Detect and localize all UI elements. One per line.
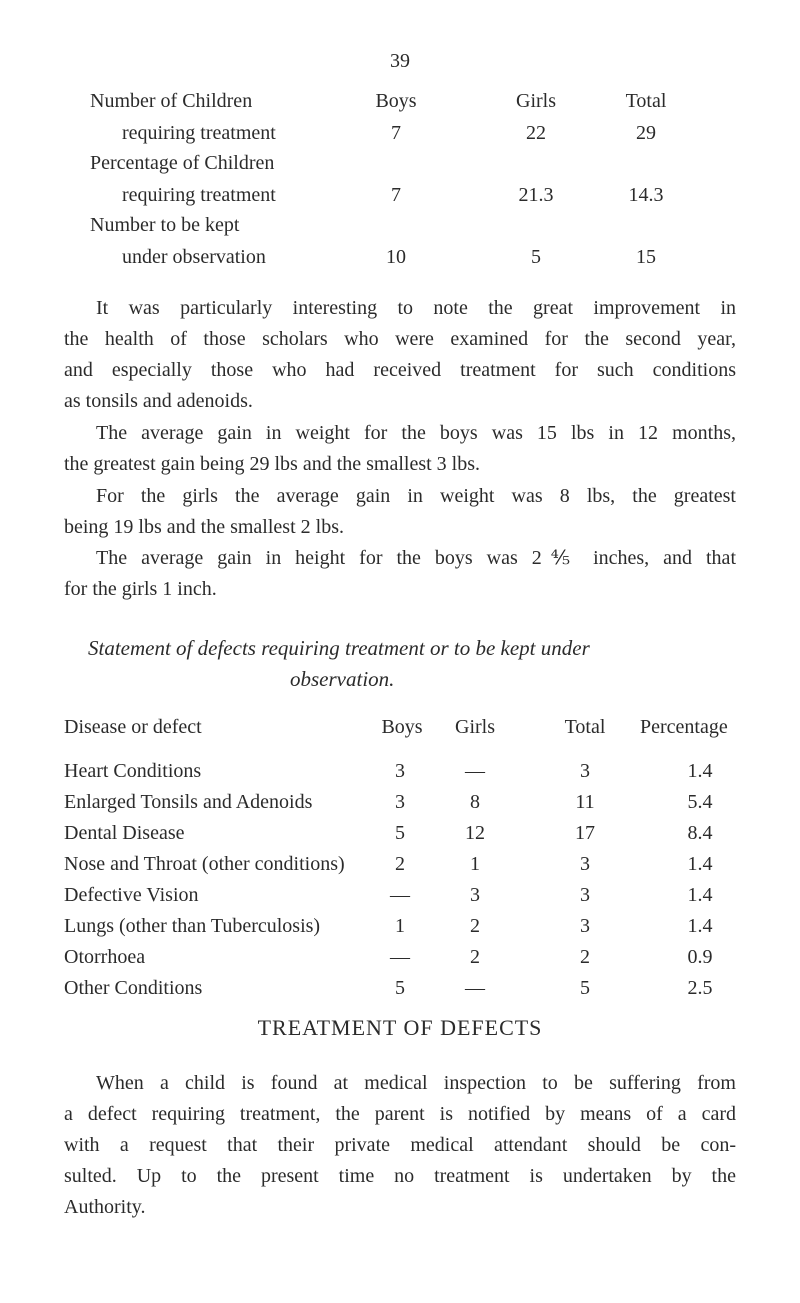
summary-table-header [0,86,800,116]
defect-total: 3 [580,853,590,875]
defect-total: 17 [575,822,595,844]
defect-boys: 3 [395,760,405,782]
summary-row-girls: 21.3 [518,184,554,206]
defects-table-header [0,712,800,742]
paragraph-improvement [64,293,736,417]
defect-total: 11 [575,791,595,813]
page-number: 39 [390,50,410,72]
summary-row-boys: 7 [391,184,401,206]
text-line: a defect requiring treatment, the parent is notified by means of a card [64,1103,736,1125]
defect-girls: — [465,977,485,999]
table-row [0,818,800,848]
paragraph-height [64,543,736,605]
defect-boys: — [390,946,410,968]
text-line: as tonsils and adenoids. [64,390,253,412]
text-line: It was particularly interesting to note the great improvement in [96,297,736,319]
summary-row-label: requiring treatment [122,184,276,206]
table-row [0,849,800,879]
defect-percentage: 1.4 [687,760,713,782]
defect-girls: 12 [465,822,485,844]
caption-line: Statement of defects requiring treatment or to be kept under [88,636,590,660]
defect-name: Otorrhoea [64,946,146,968]
defects-header-percentage: Percentage [640,716,728,738]
defect-total: 3 [580,884,590,906]
defect-boys: 3 [395,791,405,813]
text-line: for the girls 1 inch. [64,578,217,600]
defect-total: 5 [580,977,590,999]
summary-header-boys: Boys [375,90,417,112]
summary-row-boys: 7 [391,122,401,144]
summary-row-label: requiring treatment [122,122,276,144]
defects-header-disease: Disease or defect [64,716,202,738]
summary-table-row [0,180,800,210]
summary-header-total: Total [625,90,667,112]
defect-girls: 2 [470,946,480,968]
summary-row-total: 15 [636,246,656,268]
defect-percentage: 2.5 [687,977,713,999]
text-line: For the girls the average gain in weight was 8 lbs, the greatest [96,485,736,507]
defect-girls: 8 [470,791,480,813]
defect-girls: 1 [470,853,480,875]
text-line: The average gain in height for the boys was 2⅘ inches, and that [96,547,736,569]
defect-name: Other Conditions [64,977,203,999]
text-line: the greatest gain being 29 lbs and the smallest 3 lbs. [64,453,481,475]
defect-total: 3 [580,760,590,782]
summary-header-label: Number of Children [90,90,253,112]
paragraph-girls-weight [64,481,736,543]
defect-name: Defective Vision [64,884,199,906]
summary-row-label: under observation [122,246,266,268]
table-row [0,973,800,1003]
defect-percentage: 8.4 [687,822,713,844]
defect-girls: 2 [470,915,480,937]
section-heading: TREATMENT OF DEFECTS [257,1015,543,1040]
summary-row-label: Percentage of Children [90,152,275,174]
defect-boys: 2 [395,853,405,875]
defect-name: Heart Conditions [64,760,202,782]
summary-row-total: 14.3 [628,184,664,206]
defect-percentage: 0.9 [687,946,713,968]
table-row [0,942,800,972]
summary-row-total: 29 [636,122,656,144]
summary-row-girls: 22 [526,122,546,144]
text-line: being 19 lbs and the smallest 2 lbs. [64,516,344,538]
summary-table-row [0,148,800,178]
defect-girls: 3 [470,884,480,906]
summary-row-boys: 10 [386,246,406,268]
summary-row-girls: 5 [531,246,541,268]
paragraph-treatment [64,1068,736,1223]
defects-caption [0,633,800,695]
defect-total: 3 [580,915,590,937]
text-line: and especially those who had received treatment for such conditions [64,359,736,381]
table-row [0,787,800,817]
summary-table-row [0,118,800,148]
summary-table-row [0,210,800,240]
table-row [0,756,800,786]
defects-header-girls: Girls [455,716,495,738]
defect-boys: 5 [395,977,405,999]
text-line: Authority. [64,1196,146,1218]
text-line: sulted. Up to the present time no treatment is undertaken by the [64,1165,736,1187]
text-line: the health of those scholars who were examined for the second year, [64,328,736,350]
summary-row-label: Number to be kept [90,214,240,236]
defect-boys: 1 [395,915,405,937]
summary-header-girls: Girls [516,90,556,112]
defect-percentage: 1.4 [687,853,713,875]
defects-header-total: Total [564,716,606,738]
defects-header-boys: Boys [381,716,423,738]
defect-name: Dental Disease [64,822,185,844]
text-line: When a child is found at medical inspection to be suffering from [96,1072,736,1094]
defect-percentage: 1.4 [687,884,713,906]
defect-name: Nose and Throat (other conditions) [64,853,345,875]
defect-boys: 5 [395,822,405,844]
defect-girls: — [465,760,485,782]
table-row [0,911,800,941]
summary-table-row [0,242,800,272]
text-line: with a request that their private medical attendant should be con- [64,1134,736,1156]
defect-percentage: 1.4 [687,915,713,937]
defect-name: Lungs (other than Tuberculosis) [64,915,321,937]
caption-line: observation. [290,667,395,691]
paragraph-boys-weight [64,418,736,480]
table-row [0,880,800,910]
defect-total: 2 [580,946,590,968]
defect-percentage: 5.4 [687,791,713,813]
defect-boys: — [390,884,410,906]
defect-name: Enlarged Tonsils and Adenoids [64,791,313,813]
text-line: The average gain in weight for the boys was 15 lbs in 12 months, [96,422,736,444]
